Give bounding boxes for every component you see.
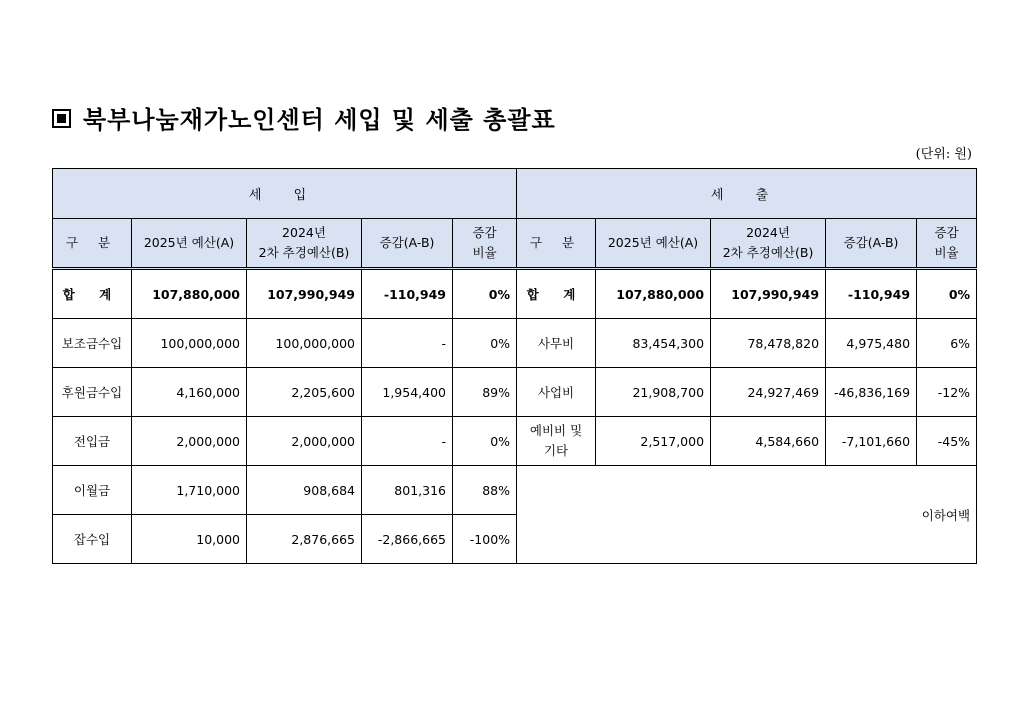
expense-total-label: 합 계 (517, 269, 596, 319)
expense-ratio-header (917, 219, 977, 269)
income-diff-header: 증감(A-B) (362, 219, 453, 269)
expense-category-header: 구 분 (517, 219, 596, 269)
income-category-header: 구 분 (53, 219, 132, 269)
table-row (53, 368, 977, 417)
expense-label-line: 예비비 및 (529, 423, 583, 438)
income-a: 1,710,000 (132, 466, 247, 515)
blank-memo: 이하여백 (517, 466, 977, 564)
expense-b: 24,927,469 (711, 368, 826, 417)
expense-label: 사업비 (517, 368, 596, 417)
income-b: 2,000,000 (247, 417, 362, 466)
table-row (53, 417, 977, 466)
income-b: 100,000,000 (247, 319, 362, 368)
header-line: 비율 (472, 245, 497, 260)
expense-diff-header: 증감(A-B) (826, 219, 917, 269)
expense-a: 83,454,300 (596, 319, 711, 368)
expense-a: 2,517,000 (596, 417, 711, 466)
income-diff: 801,316 (362, 466, 453, 515)
income-ratio: 89% (453, 368, 517, 417)
expense-b: 78,478,820 (711, 319, 826, 368)
total-row (53, 269, 977, 319)
expense-total-b: 107,990,949 (711, 269, 826, 319)
income-a: 4,160,000 (132, 368, 247, 417)
income-a: 100,000,000 (132, 319, 247, 368)
expense-diff: 4,975,480 (826, 319, 917, 368)
title-text: 북부나눔재가노인센터 세입 및 세출 총괄표 (83, 105, 556, 134)
income-label: 잡수입 (53, 515, 132, 564)
income-diff: 1,954,400 (362, 368, 453, 417)
expense-diff: -7,101,660 (826, 417, 917, 466)
header-line: 증감 (934, 225, 959, 240)
header-line: 2차 추경예산(B) (258, 245, 350, 260)
income-total-label: 합 계 (53, 269, 132, 319)
income-total-ratio: 0% (453, 269, 517, 319)
expense-total-diff: -110,949 (826, 269, 917, 319)
unit-label: (단위: 원) (915, 147, 972, 162)
section-header-row (53, 169, 977, 219)
page-title (52, 100, 556, 135)
expense-ratio: 6% (917, 319, 977, 368)
header-line: 2024년 (282, 225, 326, 240)
column-header-row (53, 219, 977, 269)
income-ratio: 0% (453, 319, 517, 368)
expense-budget2024-header (711, 219, 826, 269)
expense-section-header: 세 출 (517, 169, 977, 219)
expense-ratio: -12% (917, 368, 977, 417)
income-budget2024-header (247, 219, 362, 269)
income-b: 2,876,665 (247, 515, 362, 564)
income-total-a: 107,880,000 (132, 269, 247, 319)
expense-budget2025-header: 2025년 예산(A) (596, 219, 711, 269)
income-b: 908,684 (247, 466, 362, 515)
expense-ratio: -45% (917, 417, 977, 466)
income-ratio: -100% (453, 515, 517, 564)
table-row (53, 319, 977, 368)
square-bullet-icon (52, 109, 71, 128)
header-line: 증감 (472, 225, 497, 240)
income-ratio-header (453, 219, 517, 269)
expense-diff: -46,836,169 (826, 368, 917, 417)
income-label: 이월금 (53, 466, 132, 515)
expense-label-line: 기타 (543, 443, 569, 458)
income-diff: -2,866,665 (362, 515, 453, 564)
expense-total-a: 107,880,000 (596, 269, 711, 319)
expense-label (517, 417, 596, 466)
income-label: 후원금수입 (53, 368, 132, 417)
income-total-b: 107,990,949 (247, 269, 362, 319)
income-ratio: 88% (453, 466, 517, 515)
income-section-header: 세 입 (53, 169, 517, 219)
budget-summary-table (52, 168, 977, 564)
income-total-diff: -110,949 (362, 269, 453, 319)
income-label: 전입금 (53, 417, 132, 466)
income-label: 보조금수입 (53, 319, 132, 368)
expense-total-ratio: 0% (917, 269, 977, 319)
expense-label: 사무비 (517, 319, 596, 368)
expense-b: 4,584,660 (711, 417, 826, 466)
income-b: 2,205,600 (247, 368, 362, 417)
income-diff: - (362, 319, 453, 368)
income-a: 10,000 (132, 515, 247, 564)
income-a: 2,000,000 (132, 417, 247, 466)
income-budget2025-header: 2025년 예산(A) (132, 219, 247, 269)
expense-a: 21,908,700 (596, 368, 711, 417)
income-ratio: 0% (453, 417, 517, 466)
header-line: 비율 (934, 245, 959, 260)
table-row (53, 466, 977, 515)
income-diff: - (362, 417, 453, 466)
header-line: 2024년 (746, 225, 790, 240)
header-line: 2차 추경예산(B) (722, 245, 814, 260)
